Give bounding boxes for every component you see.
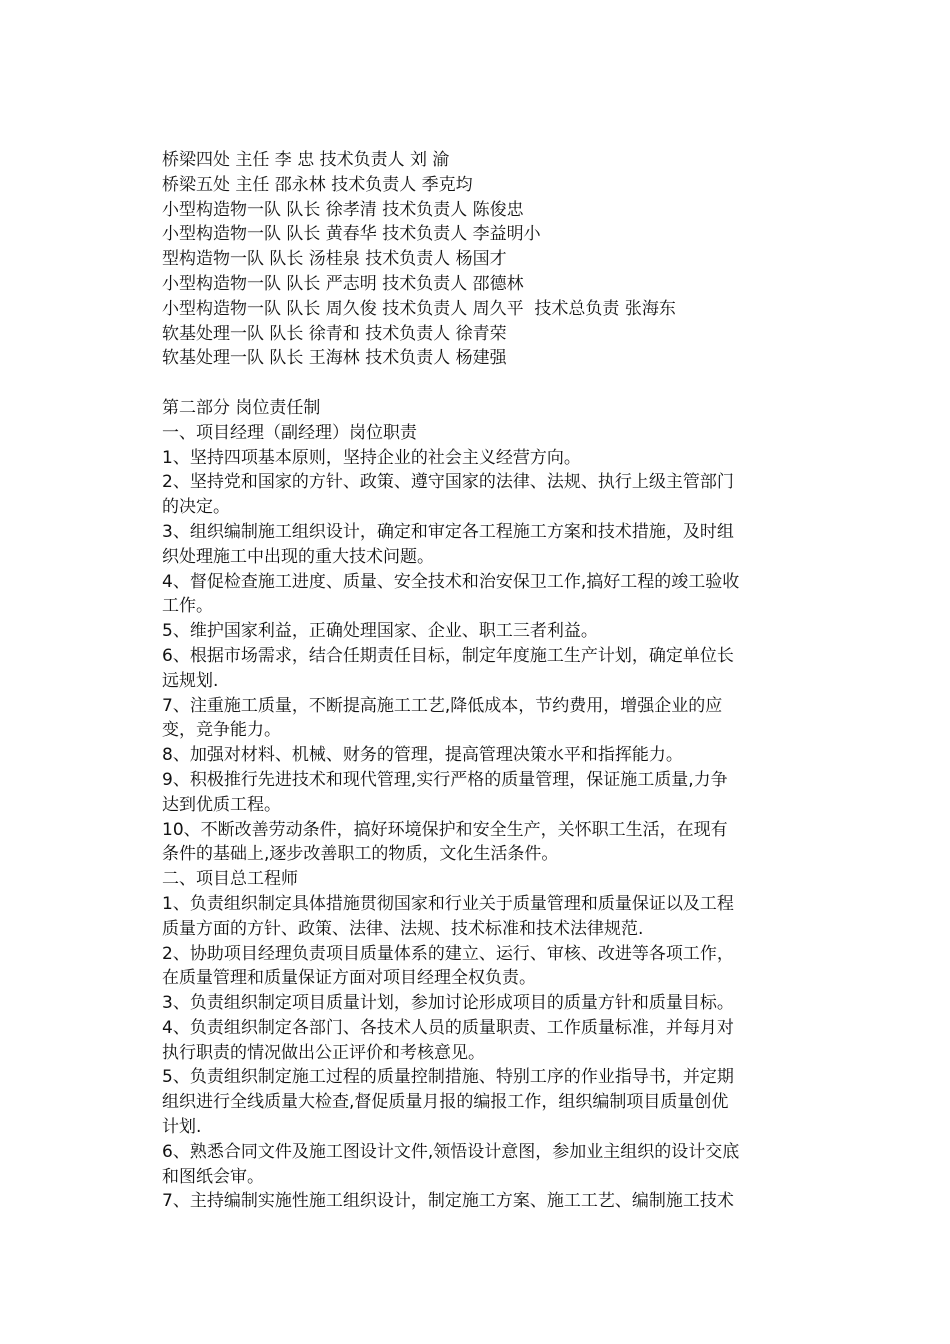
text-line: 型构造物一队 队长 汤桂泉 技术负责人 杨国才 <box>162 249 507 270</box>
text-line: 4、督促检查施工进度、质量、安全技术和治安保卫工作,搞好工程的竣工验收 <box>162 571 740 592</box>
text-line: 远规划. <box>162 670 219 691</box>
text-line: 3、组织编制施工组织设计，确定和审定各工程施工方案和技术措施，及时组 <box>162 521 734 542</box>
text-line: 2、协助项目经理负责项目质量体系的建立、运行、审核、改进等各项工作， <box>162 943 734 964</box>
text-line: 软基处理一队 队长 徐青和 技术负责人 徐青荣 <box>162 323 507 344</box>
text-line: 小型构造物一队 队长 黄春华 技术负责人 李益明小 <box>162 224 541 245</box>
section-heading: 第二部分 岗位责任制 <box>162 397 321 418</box>
text-line: 5、负责组织制定施工过程的质量控制措施、特别工序的作业指导书，并定期 <box>162 1067 734 1088</box>
text-line: 6、根据市场需求，结合任期责任目标，制定年度施工生产计划，确定单位长 <box>162 645 734 666</box>
text-line: 小型构造物一队 队长 严志明 技术负责人 邵德林 <box>162 273 524 294</box>
text-line: 计划. <box>162 1117 202 1138</box>
text-line: 1、负责组织制定具体措施贯彻国家和行业关于质量管理和质量保证以及工程 <box>162 893 734 914</box>
text-line: 6、熟悉合同文件及施工图设计文件,领悟设计意图，参加业主组织的设计交底 <box>162 1141 740 1162</box>
text-line: 和图纸会审。 <box>162 1166 264 1187</box>
text-line: 10、不断改善劳动条件，搞好环境保护和安全生产，关怀职工生活，在现有 <box>162 819 728 840</box>
text-line: 的决定。 <box>162 497 230 518</box>
text-line: 工作。 <box>162 596 213 617</box>
text-line: 组织进行全线质量大检查,督促质量月报的编报工作，组织编制项目质量创优 <box>162 1092 729 1113</box>
text-line: 4、负责组织制定各部门、各技术人员的质量职责、工作质量标准，并每月对 <box>162 1017 734 1038</box>
text-line: 2、坚持党和国家的方针、政策、遵守国家的法律、法规、执行上级主管部门 <box>162 472 734 493</box>
text-line: 9、积极推行先进技术和现代管理,实行严格的质量管理，保证施工质量,力争 <box>162 769 728 790</box>
document-page <box>162 148 792 1214</box>
text-line: 质量方面的方针、政策、法律、法规、技术标准和技术法律规范. <box>162 918 644 939</box>
text-line: 8、加强对材料、机械、财务的管理，提高管理决策水平和指挥能力。 <box>162 745 683 766</box>
subsection-heading: 二、项目总工程师 <box>162 869 298 890</box>
text-line: 桥梁四处 主任 李 忠 技术负责人 刘 渝 <box>162 150 450 170</box>
text-line: 1、坚持四项基本原则，坚持企业的社会主义经营方向。 <box>162 447 581 468</box>
text-line: 小型构造物一队 队长 徐孝清 技术负责人 陈俊忠 <box>162 199 524 220</box>
text-line: 5、维护国家利益，正确处理国家、企业、职工三者利益。 <box>162 621 598 642</box>
text-line: 小型构造物一队 队长 周久俊 技术负责人 周久平 技术总负责 张海东 <box>162 298 676 319</box>
text-line: 条件的基础上,逐步改善职工的物质，文化生活条件。 <box>162 844 559 865</box>
text-line: 软基处理一队 队长 王海林 技术负责人 杨建强 <box>162 348 507 369</box>
subsection-heading: 一、项目经理（副经理）岗位职责 <box>162 422 417 443</box>
text-line: 7、主持编制实施性施工组织设计，制定施工方案、施工工艺、编制施工技术 <box>162 1191 734 1212</box>
text-line: 达到优质工程。 <box>162 794 281 815</box>
text-line: 织处理施工中出现的重大技术问题。 <box>162 546 434 567</box>
text-line: 执行职责的情况做出公正评价和考核意见。 <box>162 1042 485 1063</box>
text-line: 在质量管理和质量保证方面对项目经理全权负责。 <box>162 968 536 989</box>
text-line: 3、负责组织制定项目质量计划，参加讨论形成项目的质量方针和质量目标。 <box>162 993 734 1014</box>
blank-line <box>162 371 792 396</box>
text-line: 7、注重施工质量，不断提高施工工艺,降低成本，节约费用，增强企业的应 <box>162 695 723 716</box>
text-line: 桥梁五处 主任 邵永林 技术负责人 季克均 <box>162 174 473 195</box>
text-line: 变，竞争能力。 <box>162 720 281 741</box>
